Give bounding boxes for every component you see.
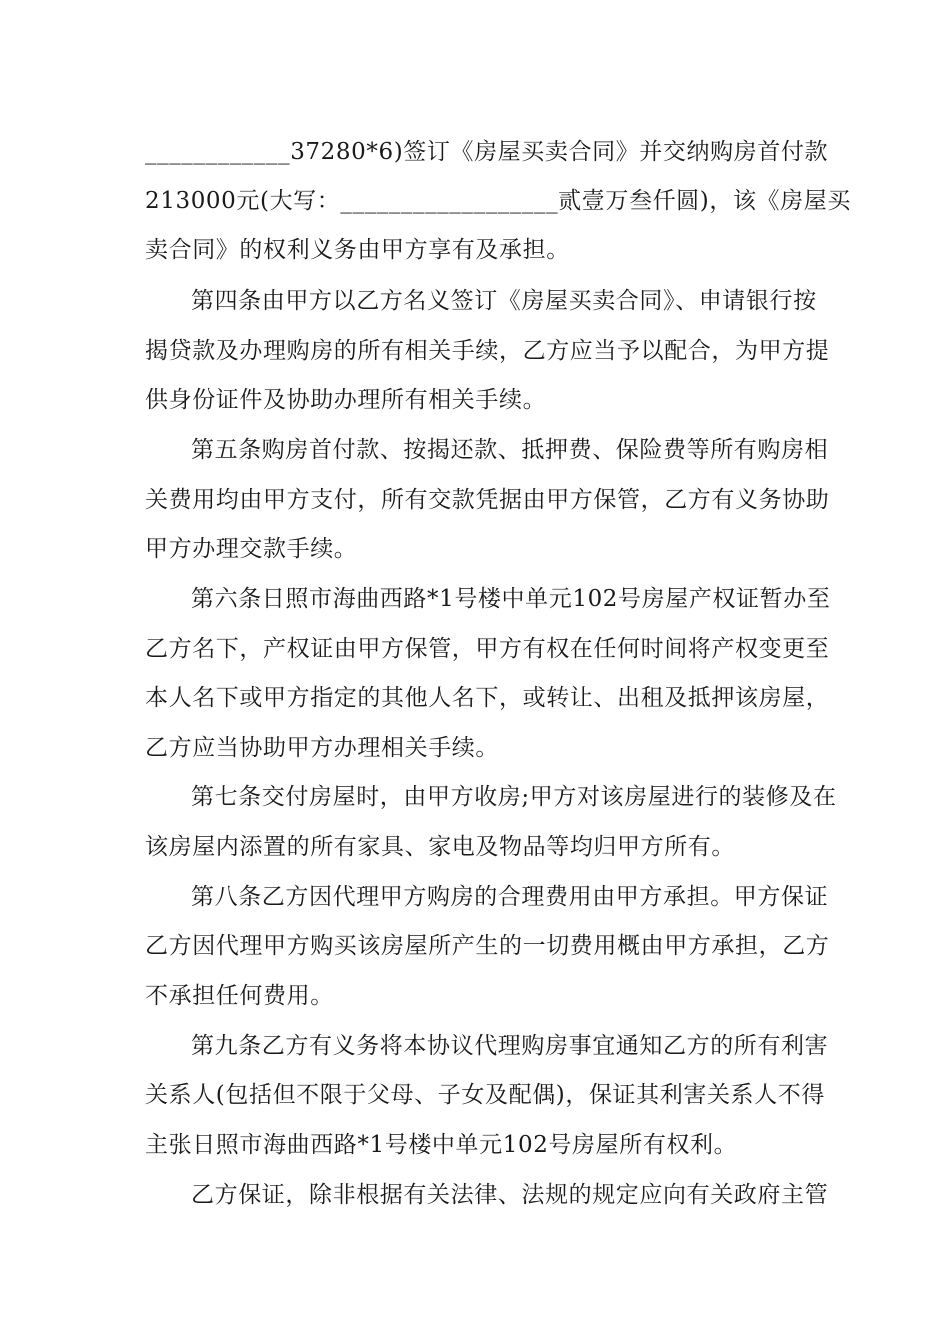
paragraph-start-line: 第七条交付房屋时，由甲方收房;甲方对该房屋进行的装修及在 [191, 784, 837, 810]
text-line: 乙方因代理甲方购买该房屋所产生的一切费用概由甲方承担，乙方 [145, 933, 830, 959]
text-line: ____________37280*6)签订《房屋买卖合同》并交纳购房首付款 [145, 139, 829, 165]
text-line: 关系人(包括但不限于父母、子女及配偶)，保证其利害关系人不得 [145, 1082, 825, 1108]
text-line: 揭贷款及办理购房的所有相关手续，乙方应当予以配合，为甲方提 [145, 338, 830, 364]
text-line: 213000元(大写：__________________贰壹万叁仟圆)，该《房屋买 [145, 188, 851, 214]
text-line: 乙方应当协助甲方办理相关手续。 [145, 735, 499, 761]
text-line: 不承担任何费用。 [145, 983, 334, 1009]
text-line: 本人名下或甲方指定的其他人名下，或转让、出租及抵押该房屋， [145, 685, 830, 711]
paragraph-start-line: 第八条乙方因代理甲方购房的合理费用由甲方承担。甲方保证 [191, 884, 829, 910]
text-line: 乙方名下，产权证由甲方保管，甲方有权在任何时间将产权变更至 [145, 636, 830, 662]
paragraph-start-line: 乙方保证，除非根据有关法律、法规的规定应向有关政府主管 [191, 1182, 829, 1208]
text-line: 卖合同》的权利义务由甲方享有及承担。 [145, 237, 570, 263]
text-line: 关费用均由甲方支付，所有交款凭据由甲方保管，乙方有义务协助 [145, 487, 830, 513]
paragraph-start-line: 第四条由甲方以乙方名义签订《房屋买卖合同》、申请银行按 [191, 288, 817, 314]
text-line: 主张日照市海曲西路*1号楼中单元102号房屋所有权利。 [145, 1132, 738, 1158]
paragraph-start-line: 第九条乙方有义务将本协议代理购房事宜通知乙方的所有利害 [191, 1033, 829, 1059]
text-line: 供身份证件及协助办理所有相关手续。 [145, 387, 547, 413]
text-line: 该房屋内添置的所有家具、家电及物品等均归甲方所有。 [145, 834, 735, 860]
text-line: 甲方办理交款手续。 [145, 536, 358, 562]
paragraph-start-line: 第六条日照市海曲西路*1号楼中单元102号房屋产权证暂办至 [191, 586, 831, 612]
paragraph-start-line: 第五条购房首付款、按揭还款、抵押费、保险费等所有购房相 [191, 437, 829, 463]
